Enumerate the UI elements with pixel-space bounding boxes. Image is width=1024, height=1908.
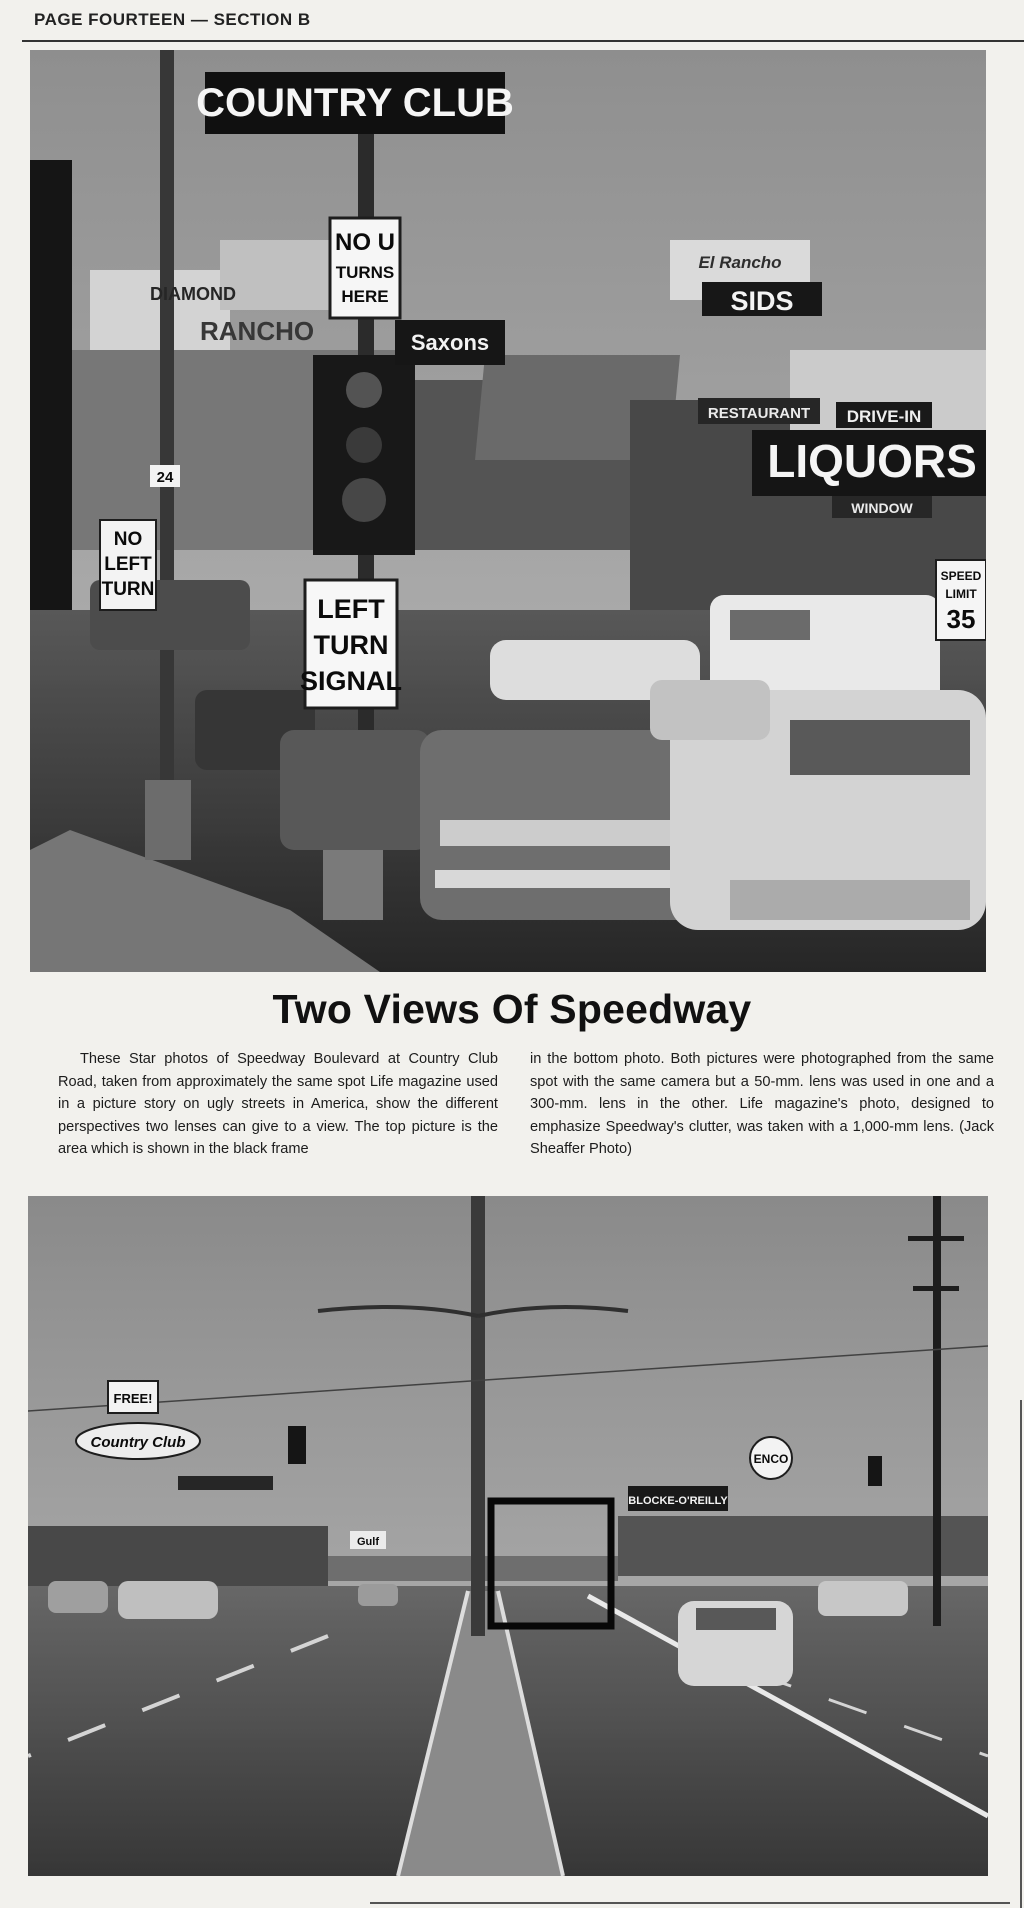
sign-no-u-turns-line1: NO U: [335, 229, 395, 256]
bottom-photo-speedway-wide: [28, 1196, 988, 1876]
page-folio: PAGE FOURTEEN — SECTION B: [34, 10, 311, 29]
caption-right-column: in the bottom photo. Both pictures were photographed from the same spot with the same camera but a 50-mm. lens was used in one and a 300-mm. lens in the other. Life magazine's photo, designed to emphasize Speedway's clutter, was taken with a 1,000-mm lens. (Jack Sheaffer Photo): [530, 1051, 994, 1157]
sign-left-turn-signal-line1: LEFT: [317, 594, 385, 624]
sign-diamond: DIAMOND: [150, 284, 236, 304]
sign-no-left-turn-line3: TURN: [101, 579, 155, 600]
sign-gulf: Gulf: [357, 1536, 379, 1548]
sign-speed-limit-line2: LIMIT: [945, 587, 977, 601]
sign-restaurant: RESTAURANT: [707, 405, 811, 422]
sign-country-club: COUNTRY CLUB: [196, 81, 514, 125]
sign-speed-limit-line3: 35: [946, 604, 976, 634]
sign-enco: ENCO: [753, 1452, 789, 1466]
sign-window: WINDOW: [851, 500, 913, 516]
header-rule: [22, 40, 1024, 42]
sign-sids: SIDS: [730, 286, 794, 316]
sign-el-rancho: El Rancho: [698, 253, 782, 272]
sign-rancho: RANCHO: [200, 316, 315, 346]
sign-drive-in: DRIVE-IN: [846, 407, 922, 426]
caption-left-column: These Star photos of Speedway Boulevard at Country Club Road, taken from approximately the same spot Life magazine used in a picture story on ugly streets in America, show the different perspectives two lenses can give to a view. The top picture is the area which is shown in the black frame: [58, 1051, 498, 1157]
sign-no-left-turn-line1: NO: [113, 529, 143, 550]
sign-saxons: Saxons: [410, 330, 490, 355]
sign-free: FREE!: [113, 1391, 153, 1406]
top-photo-speedway-closeup: [30, 50, 986, 972]
sign-no-u-turns-line2: TURNS: [335, 263, 395, 282]
sign-no-u-turns-line3: HERE: [341, 287, 389, 306]
sign-blocke-oreilly: BLOCKE-O'REILLY: [628, 1495, 728, 1507]
sign-speed-limit-line1: SPEED: [940, 569, 982, 583]
article-headline: Two Views Of Speedway: [272, 986, 752, 1032]
bottom-rule: [370, 1902, 1010, 1904]
sign-country-club-bottom: Country Club: [90, 1434, 186, 1451]
sign-no-left-turn-line2: LEFT: [104, 554, 152, 575]
margin-rule: [1020, 1400, 1022, 1908]
sign-left-turn-signal-line3: SIGNAL: [299, 666, 403, 696]
sign-route-24: 24: [156, 469, 174, 486]
sign-liquors: LIQUORS: [767, 435, 977, 487]
sign-left-turn-signal-line2: TURN: [313, 630, 389, 660]
